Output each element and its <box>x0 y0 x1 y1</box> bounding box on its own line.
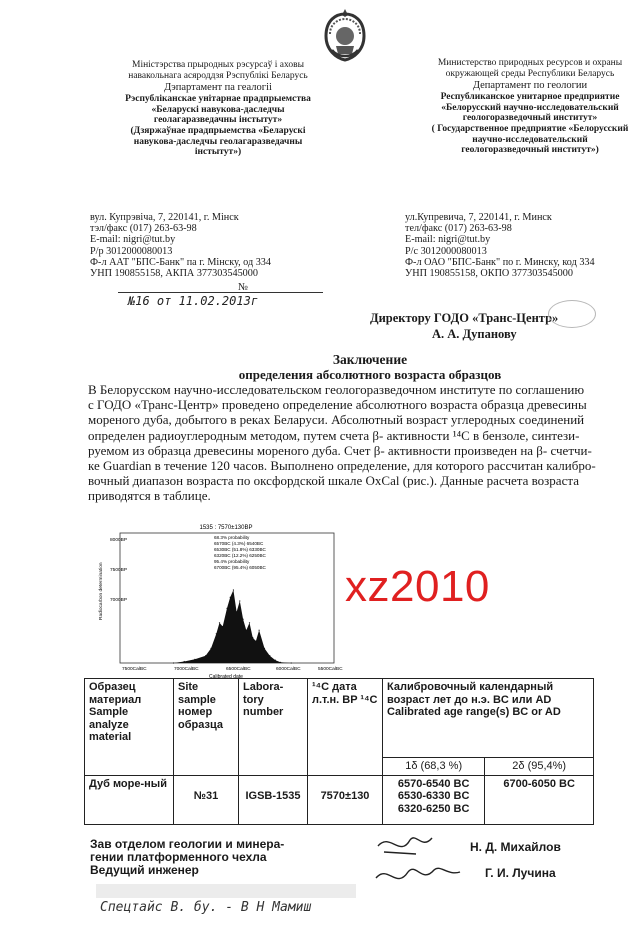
x-tick-label: 5500CalBC <box>318 667 343 672</box>
body-line: вочный диапазон возраста по оксфордской шкале OxCal (рис.). Данные расчета возраста <box>88 473 579 489</box>
distribution-point <box>236 611 237 612</box>
header-site: Site sample номер образца <box>174 679 239 776</box>
signature-title-line: Ведущий инженер <box>90 863 199 877</box>
cell-2sigma: 6700-6050 BC <box>485 775 594 824</box>
body-line: приводятся в таблице. <box>88 488 211 504</box>
body-text <box>88 382 628 504</box>
state-enterprise-by: (Дзяржаўнае прадпрыемства «Беларускі навукова-даследчы геолагаразведачны інстытут») <box>130 125 306 158</box>
calibration-chart-svg <box>96 520 346 680</box>
distribution-point <box>230 597 231 598</box>
handwritten-signature <box>370 828 470 898</box>
header-calibrated: Калибровочный календарный возраст лет до н.э. BC или AD Calibrated age range(s) BC or AD <box>383 679 594 758</box>
probability-distribution-area <box>174 590 292 663</box>
title-line1: Заключение <box>332 352 408 367</box>
distribution-point <box>194 659 195 660</box>
distribution-point <box>173 662 174 663</box>
handwritten-note: Спецтайс В. бу. - В Н Мамиш <box>100 900 312 915</box>
distribution-point <box>255 641 256 642</box>
x-tick-label: 7500CalBC <box>122 667 147 672</box>
legend-entry: 6320BC (12.2%) 6250BC <box>214 553 266 558</box>
y-tick-label: 7000BP <box>110 598 128 603</box>
results-table <box>84 678 594 825</box>
distribution-point <box>259 630 260 631</box>
legend-entry: 6570BC (4.3%) 6540BC <box>214 541 264 546</box>
ministry-by: Міністэрства прыродных рэсурсаў і аховы навакольнага асяроддзя Рэспублікі Беларусь <box>128 60 308 81</box>
table-row <box>85 775 594 824</box>
doc-number-underline <box>118 292 323 293</box>
cell-date: 7570±130 <box>308 775 383 824</box>
header-date: ¹⁴С дата л.т.н. BP ¹⁴С <box>308 679 383 776</box>
table-header-row <box>85 679 594 758</box>
distribution-point <box>243 619 244 620</box>
distribution-point <box>226 608 227 609</box>
enterprise-type-by: Рэспубліканскае унітарнае прадпрыемства <box>125 94 311 105</box>
doc-number-handwritten: №16 от 11.02.2013г <box>128 294 259 308</box>
distribution-point <box>249 622 250 623</box>
distribution-point <box>216 633 217 634</box>
distribution-point <box>222 626 223 627</box>
state-enterprise-ru: ( Государственное предприятие «Белорусский научно-исследовательский геологоразведочный институт») <box>431 123 629 156</box>
cell-material: Дуб море-ный <box>85 775 174 824</box>
range-line: 6570-6540 BC <box>397 777 470 790</box>
body-line: руемом из образца древесины мореного дуба. Счет β- активности произведен на β- счетчи- <box>88 442 592 458</box>
ministry-ru: Министерство природных ресурсов и охраны окружающей среды Республики Беларусь <box>437 58 623 79</box>
right-address-line: ул.Купревича, 7, 220141, г. Минск <box>405 212 552 223</box>
left-address-line: вул. Купрэвіча, 7, 220141, г. Мінск <box>90 212 239 223</box>
chart-marks <box>173 589 292 663</box>
left-header <box>118 60 318 158</box>
faded-stamp <box>96 884 356 898</box>
y-tick-label: 7500BP <box>110 568 128 573</box>
left-address-line: Ф-л ААТ "БПС-Банк" па г. Мінску, од 334 <box>90 256 271 268</box>
addressee-line1: Директору ГОДО «Транс-Центр» <box>370 311 559 325</box>
legend-entry: 6530BC (51.8%) 6330BC <box>214 547 266 552</box>
distribution-point <box>239 600 240 601</box>
distribution-point <box>291 662 292 663</box>
body-line: ке Guardian в течение 120 часов. Выполнено определение, для которого рассчитан калибро- <box>88 458 596 474</box>
right-header <box>430 58 630 156</box>
institute-by: «Беларускі навукова-даследчы геолагаразведачны інстытут» <box>151 104 285 126</box>
subheader-1sigma: 1δ (68,3 %) <box>383 758 485 776</box>
range-line: 6320-6250 BC <box>397 802 470 815</box>
legend-entry: 68.3% probability <box>214 535 250 540</box>
right-address-line: Р/с 3012000080013 <box>405 245 487 257</box>
subheader-2sigma: 2δ (95,4%) <box>485 758 594 776</box>
left-address-line: E-mail: nigri@tut.by <box>90 234 176 246</box>
title-line2: определения абсолютного возраста образцов <box>238 367 502 382</box>
distribution-point <box>264 648 265 649</box>
cell-site: №31 <box>174 775 239 824</box>
range-line: 6530-6330 BC <box>397 790 470 802</box>
distribution-point <box>210 648 211 649</box>
x-tick-label: 6000CalBC <box>276 667 301 672</box>
distribution-point <box>275 660 276 661</box>
y-tick-label: 8000BP <box>110 538 128 543</box>
department-ru: Департамент по геологии <box>472 80 588 92</box>
right-address-line: тел/факс (017) 263-63-98 <box>405 223 512 235</box>
right-address-line: Ф-л ОАО "БПС-Банк" по г. Минску, код 334 <box>405 256 595 268</box>
department-by: Дэпартамент па геалогіі <box>164 82 272 94</box>
header-lab: Labora-tory number <box>239 679 308 776</box>
body-line: мореного дуба, добытого в реках Беларуси. Абсолютный возраст углеродных соединений <box>88 412 585 428</box>
signer-name-2: Г. И. Лучина <box>485 866 556 880</box>
legend-entry: 95.4% probability <box>214 559 250 564</box>
chart-xlabel: Calibrated date <box>209 674 243 680</box>
body-line: определен радиоуглеродным методом, путем счета β- активности ¹⁴С в бензоле, синтези- <box>88 427 580 443</box>
stamp-mark <box>548 300 596 328</box>
addressee-line2: А. А. Дупанову <box>432 327 517 341</box>
right-address-line: E-mail: nigri@tut.by <box>405 234 491 246</box>
x-ticks <box>122 666 343 672</box>
right-address <box>405 212 635 279</box>
emblem <box>318 6 372 64</box>
doc-number-label: № <box>238 282 249 293</box>
legend <box>214 535 267 570</box>
distribution-point <box>205 655 206 656</box>
left-address-line: Р/р 3012000080013 <box>90 245 173 257</box>
chart-title: 1535 : 7570±130BP <box>199 525 253 531</box>
signature-title-line: Зав отделом геологии и минера- <box>90 837 285 851</box>
signer-name-1: Н. Д. Михайлов <box>470 840 561 854</box>
body-line: с ГОДО «Транс-Центр» проведено определение абсолютного возраста образца древесины <box>88 397 587 413</box>
chart-ylabel: Radiocarbon determination <box>99 562 104 620</box>
left-address-line: УНП 190855158, АКПА 377303545000 <box>90 268 258 280</box>
distribution-point <box>246 630 247 631</box>
signature-titles <box>90 838 284 877</box>
legend-entry: 6700BC (95.4%) 6050BC <box>214 565 266 570</box>
left-address-line: тэл/факс (017) 263-63-98 <box>90 223 197 235</box>
coat-of-arms-icon <box>318 6 372 64</box>
x-tick-label: 6500CalBC <box>226 667 251 672</box>
calibration-chart <box>96 520 346 680</box>
signature-title-line: гении платформенного чехла <box>90 850 267 864</box>
body-line: В Белорусском научно-исследовательском геологоразведочном институте по соглашению <box>88 382 585 397</box>
cell-1sigma <box>383 775 485 824</box>
institute-ru: «Белорусский научно-исследовательский геологоразведочный институт» <box>441 102 619 124</box>
enterprise-type-ru: Республиканское унитарное предприятие <box>440 92 620 103</box>
distribution-point <box>269 655 270 656</box>
cell-lab: IGSB-1535 <box>239 775 308 824</box>
distribution-point <box>252 637 253 638</box>
distribution-point <box>184 661 185 662</box>
distribution-point <box>233 589 234 590</box>
header-material: Образец материал Sample analyze material <box>85 679 174 776</box>
distribution-point <box>280 662 281 663</box>
distribution-point <box>219 622 220 623</box>
left-address <box>90 212 330 279</box>
x-tick-label: 7000CalBC <box>174 667 199 672</box>
watermark-text: xz2010 <box>345 562 490 611</box>
right-address-line: УНП 190855158, ОКПО 377303545000 <box>405 268 573 280</box>
